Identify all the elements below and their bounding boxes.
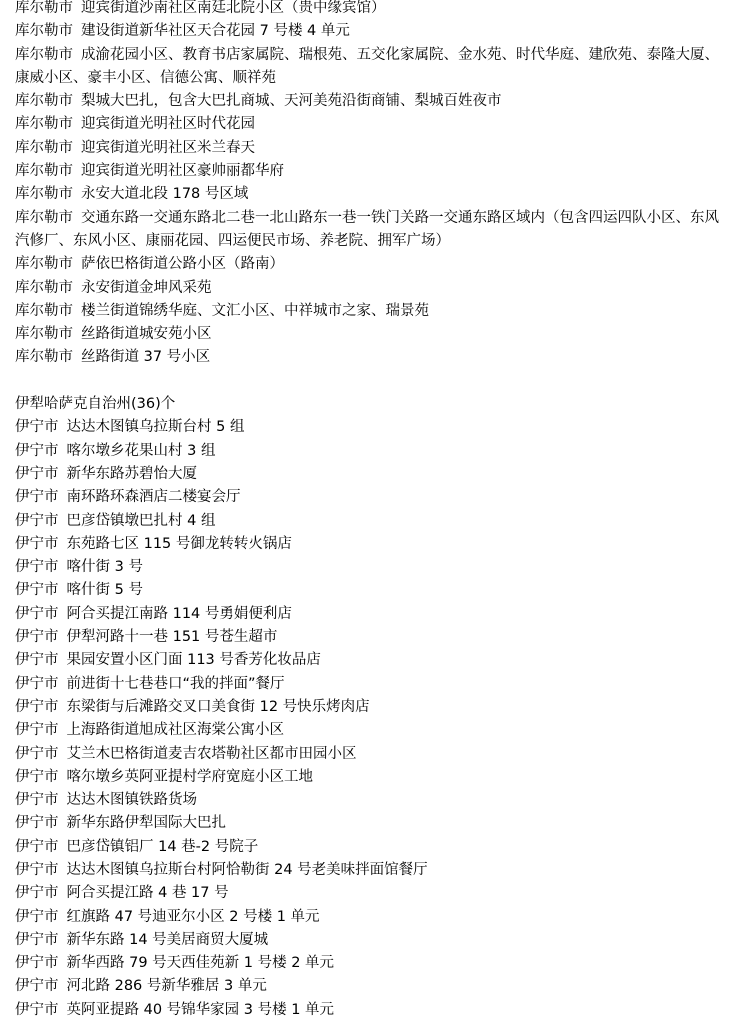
list-item xyxy=(15,859,725,882)
address-text: 英阿亚提路 40 号锦华家园 3 号楼 1 单元 xyxy=(66,1001,335,1018)
city-name: 伊宁市 xyxy=(15,722,59,739)
city-name: 库尔勒市 xyxy=(15,302,73,319)
address-text: 迎宾街道沙南社区南廷北院小区（贵中缘宾馆） xyxy=(81,0,386,16)
address-text: 果园安置小区门面 113 号香芳化妆品店 xyxy=(66,652,321,669)
city-name: 库尔勒市 xyxy=(15,23,73,40)
city-name: 伊宁市 xyxy=(15,512,59,529)
list-item xyxy=(15,416,725,439)
address-text: 东苑路七区 115 号御龙转转火锅店 xyxy=(66,535,292,552)
address-text: 永安街道金坤风采苑 xyxy=(81,279,212,296)
list-item xyxy=(15,440,725,463)
list-item xyxy=(15,486,725,509)
address-text: 梨城大巴扎，包含大巴扎商城、天河美苑沿街商铺、梨城百姓夜市 xyxy=(81,93,502,110)
city-name: 库尔勒市 xyxy=(15,279,73,296)
city-name: 库尔勒市 xyxy=(15,0,73,16)
list-item xyxy=(15,952,725,975)
city-name: 库尔勒市 xyxy=(15,186,73,203)
city-name: 伊宁市 xyxy=(15,792,59,809)
city-name: 伊宁市 xyxy=(15,1001,59,1018)
city-name: 伊宁市 xyxy=(15,885,59,902)
address-text: 阿合买提江路 4 巷 17 号 xyxy=(66,885,229,902)
city-name: 伊宁市 xyxy=(15,535,59,552)
list-item xyxy=(15,626,725,649)
address-text: 丝路街道 37 号小区 xyxy=(81,349,211,366)
list-item xyxy=(15,579,725,602)
list-item xyxy=(15,183,725,206)
address-text: 喀什街 3 号 xyxy=(66,559,143,576)
list-item xyxy=(15,812,725,835)
list-item xyxy=(15,323,725,346)
list-item xyxy=(15,766,725,789)
address-text: 巴彦岱镇墩巴扎村 4 组 xyxy=(66,512,216,529)
address-text: 迎宾街道光明社区时代花园 xyxy=(81,116,255,133)
address-text: 前进街十七巷巷口“我的拌面”餐厅 xyxy=(66,675,285,692)
city-name: 伊宁市 xyxy=(15,955,59,972)
city-name: 伊宁市 xyxy=(15,931,59,948)
city-name: 库尔勒市 xyxy=(15,209,73,226)
list-item xyxy=(15,0,725,20)
list-item xyxy=(15,90,725,113)
address-text: 新华西路 79 号天西佳苑新 1 号楼 2 单元 xyxy=(66,955,335,972)
list-item xyxy=(15,929,725,952)
list-item xyxy=(15,649,725,672)
city-name: 伊宁市 xyxy=(15,698,59,715)
city-name: 伊宁市 xyxy=(15,629,59,646)
address-text: 新华东路 14 号美居商贸大厦城 xyxy=(66,931,269,948)
city-name: 伊宁市 xyxy=(15,652,59,669)
list-item xyxy=(15,113,725,136)
address-text: 永安大道北段 178 号区域 xyxy=(81,186,249,203)
city-name: 伊宁市 xyxy=(15,768,59,785)
city-name: 伊宁市 xyxy=(15,675,59,692)
list-item xyxy=(15,556,725,579)
document-body xyxy=(15,0,725,1022)
address-text: 喀尔墩乡花果山村 3 组 xyxy=(66,442,216,459)
list-item xyxy=(15,300,725,323)
address-text: 萨依巴格街道公路小区（路南） xyxy=(81,256,284,273)
yining-list xyxy=(15,416,725,1022)
address-text: 阿合买提江南路 114 号勇娟便利店 xyxy=(66,605,292,622)
address-text: 成渝花园小区、教育书店家属院、瑞根苑、五交化家属院、金水苑、时代华庭、建欣苑、泰隆大厦、康威小区、豪丰小区、信德公寓、顺祥苑 xyxy=(15,46,719,86)
address-text: 丝路街道城安苑小区 xyxy=(81,326,212,343)
city-name: 伊宁市 xyxy=(15,582,59,599)
list-item xyxy=(15,603,725,626)
city-name: 伊宁市 xyxy=(15,978,59,995)
city-name: 伊宁市 xyxy=(15,419,59,436)
list-item xyxy=(15,836,725,859)
list-item xyxy=(15,253,725,276)
address-text: 达达木图镇乌拉斯台村阿恰勒街 24 号老美味拌面馆餐厅 xyxy=(66,861,428,878)
address-text: 河北路 286 号新华雅居 3 单元 xyxy=(66,978,267,995)
city-name: 库尔勒市 xyxy=(15,349,73,366)
address-text: 建设街道新华社区天合花园 7 号楼 4 单元 xyxy=(81,23,350,40)
section-heading: 伊犁哈萨克自治州(36)个 xyxy=(15,396,176,413)
address-text: 交通东路一交通东路北二巷一北山路东一巷一铁门关路一交通东路区域内（包含四运四队小区、东风汽修厂、东风小区、康丽花园、四运便民市场、养老院、拥军广场） xyxy=(15,209,719,249)
city-name: 伊宁市 xyxy=(15,605,59,622)
list-item xyxy=(15,975,725,998)
city-name: 伊宁市 xyxy=(15,861,59,878)
city-name: 库尔勒市 xyxy=(15,46,73,63)
list-item xyxy=(15,277,725,300)
city-name: 伊宁市 xyxy=(15,745,59,762)
city-name: 库尔勒市 xyxy=(15,139,73,156)
address-text: 上海路街道旭成社区海棠公寓小区 xyxy=(66,722,284,739)
address-text: 东梁街与后滩路交叉口美食街 12 号快乐烤肉店 xyxy=(66,698,370,715)
list-item xyxy=(15,533,725,556)
city-name: 库尔勒市 xyxy=(15,116,73,133)
list-item xyxy=(15,719,725,742)
list-item xyxy=(15,882,725,905)
list-item xyxy=(15,137,725,160)
address-text: 新华东路伊犁国际大巴扎 xyxy=(66,815,226,832)
list-item xyxy=(15,673,725,696)
city-name: 伊宁市 xyxy=(15,465,59,482)
list-item xyxy=(15,207,725,254)
city-name: 库尔勒市 xyxy=(15,93,73,110)
list-item xyxy=(15,20,725,43)
city-name: 库尔勒市 xyxy=(15,163,73,180)
address-text: 巴彦岱镇铝厂 14 巷-2 号院子 xyxy=(66,838,259,855)
address-text: 达达木图镇乌拉斯台村 5 组 xyxy=(66,419,245,436)
city-name: 伊宁市 xyxy=(15,442,59,459)
city-name: 伊宁市 xyxy=(15,489,59,506)
address-text: 喀什街 5 号 xyxy=(66,582,143,599)
address-text: 南环路环森酒店二楼宴会厅 xyxy=(66,489,241,506)
city-name: 伊宁市 xyxy=(15,559,59,576)
city-name: 伊宁市 xyxy=(15,908,59,925)
list-item xyxy=(15,999,725,1022)
blank-line xyxy=(15,370,725,393)
list-item xyxy=(15,743,725,766)
list-item xyxy=(15,510,725,533)
city-name: 伊宁市 xyxy=(15,815,59,832)
list-item xyxy=(15,906,725,929)
list-item xyxy=(15,346,725,369)
address-text: 喀尔墩乡英阿亚提村学府宽庭小区工地 xyxy=(66,768,313,785)
korla-list xyxy=(15,0,725,370)
list-item xyxy=(15,160,725,183)
list-item xyxy=(15,789,725,812)
list-item xyxy=(15,44,725,91)
address-text: 红旗路 47 号迪亚尔小区 2 号楼 1 单元 xyxy=(66,908,320,925)
list-item xyxy=(15,463,725,486)
address-text: 达达木图镇铁路货场 xyxy=(66,792,197,809)
city-name: 库尔勒市 xyxy=(15,256,73,273)
address-text: 迎宾街道光明社区米兰春天 xyxy=(81,139,255,156)
address-text: 楼兰街道锦绣华庭、文汇小区、中祥城市之家、瑞景苑 xyxy=(81,302,429,319)
address-text: 新华东路苏碧怡大厦 xyxy=(66,465,197,482)
city-name: 伊宁市 xyxy=(15,838,59,855)
list-item xyxy=(15,696,725,719)
city-name: 库尔勒市 xyxy=(15,326,73,343)
address-text: 伊犁河路十一巷 151 号苍生超市 xyxy=(66,629,278,646)
address-text: 艾兰木巴格街道麦吉农塔勒社区都市田园小区 xyxy=(66,745,357,762)
address-text: 迎宾街道光明社区豪帅丽都华府 xyxy=(81,163,284,180)
